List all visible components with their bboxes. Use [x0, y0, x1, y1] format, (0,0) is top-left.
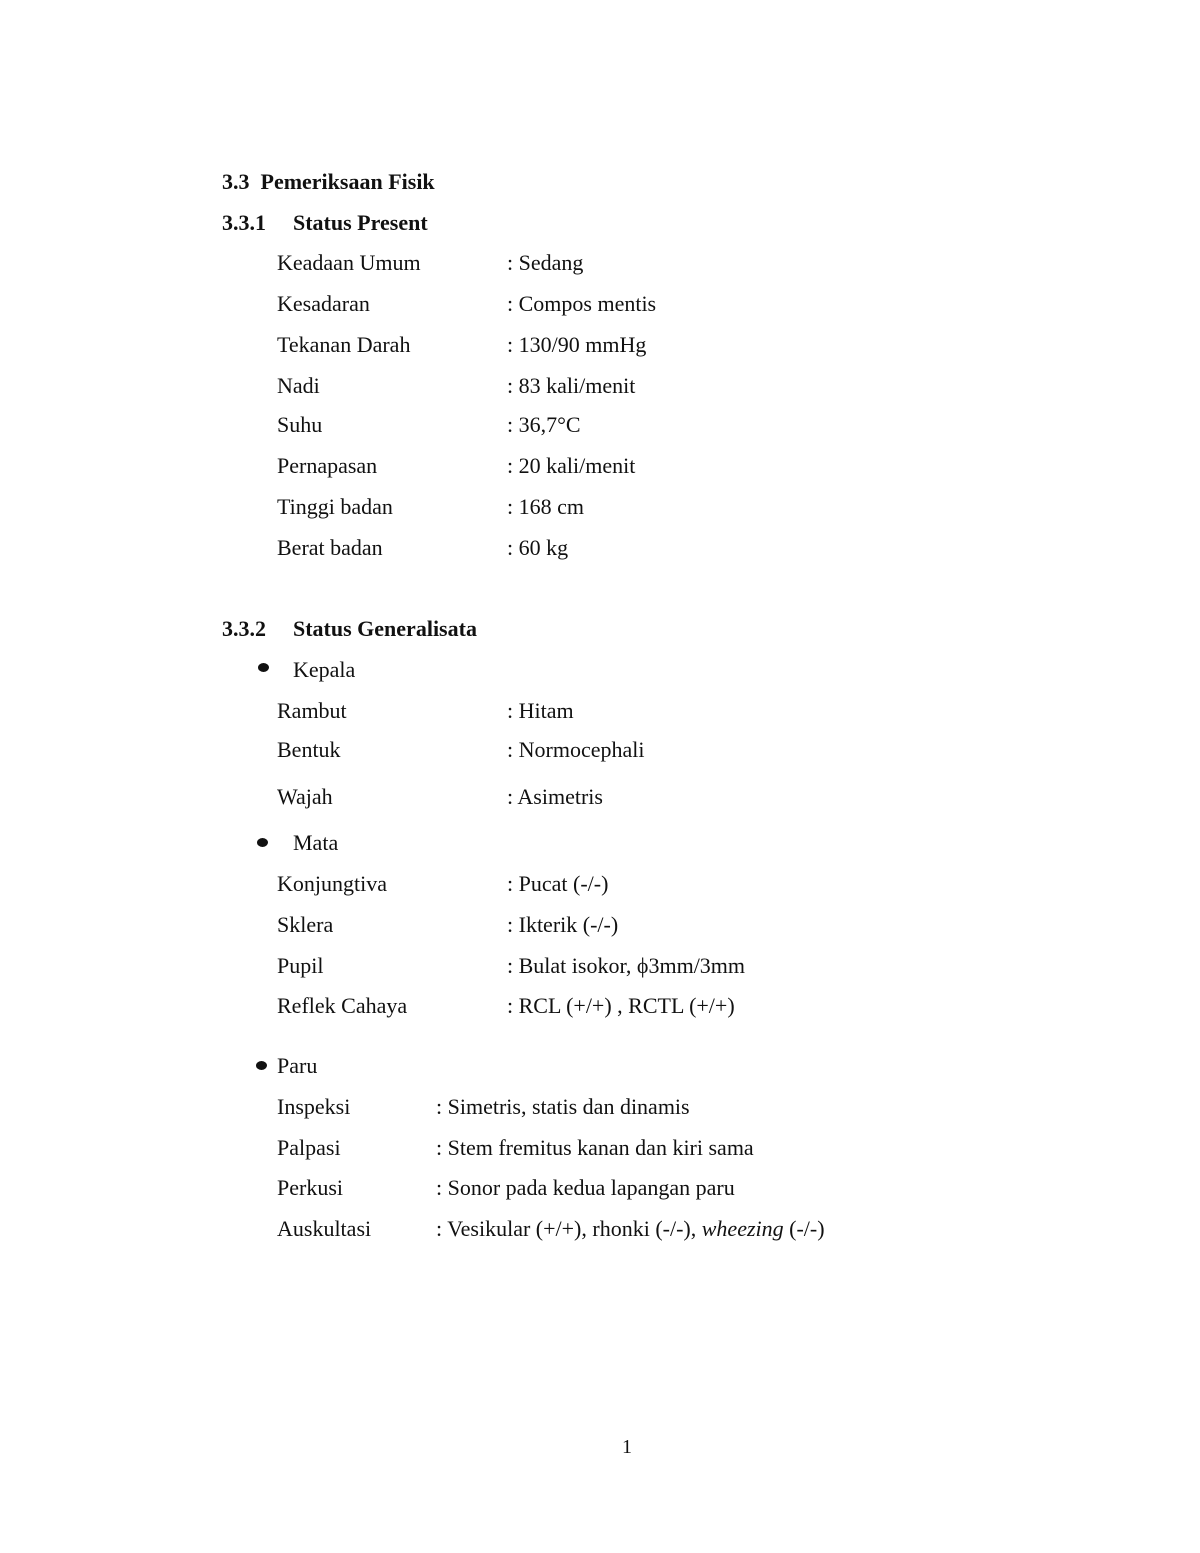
- group-title-kepala: Kepala: [293, 657, 356, 682]
- page-number: 1: [622, 1436, 632, 1458]
- group-title-paru: Paru: [277, 1053, 318, 1078]
- row-value-wajah: : Asimetris: [507, 784, 603, 809]
- row-label-inspeksi: Inspeksi: [277, 1094, 351, 1119]
- row-value-tekanan-darah: : 130/90 mmHg: [507, 332, 647, 357]
- auskultasi-value-italic: wheezing: [701, 1216, 784, 1241]
- row-label-palpasi: Palpasi: [277, 1135, 341, 1160]
- bullet-icon: [257, 838, 268, 847]
- row-label-kesadaran: Kesadaran: [277, 291, 370, 316]
- subsection-title-status-generalisata: Status Generalisata: [293, 616, 477, 641]
- row-value-nadi: : 83 kali/menit: [507, 373, 636, 398]
- row-value-palpasi: : Stem fremitus kanan dan kiri sama: [436, 1135, 754, 1160]
- row-label-nadi: Nadi: [277, 373, 320, 398]
- row-label-reflek-cahaya: Reflek Cahaya: [277, 993, 408, 1018]
- row-label-pernapasan: Pernapasan: [277, 453, 378, 478]
- auskultasi-value-pre: : Vesikular (+/+), rhonki (-/-),: [436, 1216, 702, 1241]
- row-label-tinggi-badan: Tinggi badan: [277, 494, 393, 519]
- subsection-title-status-present: Status Present: [293, 210, 428, 235]
- group-title-mata: Mata: [293, 830, 339, 855]
- subsection-number-status-present: 3.3.1: [222, 210, 266, 235]
- row-label-pupil: Pupil: [277, 953, 324, 978]
- row-value-inspeksi: : Simetris, statis dan dinamis: [436, 1094, 690, 1119]
- row-value-bentuk: : Normocephali: [507, 737, 645, 762]
- row-value-keadaan-umum: : Sedang: [507, 250, 584, 275]
- row-label-suhu: Suhu: [277, 412, 323, 437]
- section-title: Pemeriksaan Fisik: [260, 169, 435, 194]
- row-value-suhu: : 36,7°C: [507, 412, 581, 437]
- row-label-sklera: Sklera: [277, 912, 334, 937]
- row-label-perkusi: Perkusi: [277, 1175, 343, 1200]
- section-number: 3.3: [222, 169, 250, 194]
- row-label-rambut: Rambut: [277, 698, 347, 723]
- row-label-bentuk: Bentuk: [277, 737, 341, 762]
- row-label-tekanan-darah: Tekanan Darah: [277, 332, 411, 357]
- row-value-sklera: : Ikterik (-/-): [507, 912, 619, 937]
- row-label-wajah: Wajah: [277, 784, 333, 809]
- row-label-auskultasi: Auskultasi: [277, 1216, 372, 1241]
- subsection-number-status-generalisata: 3.3.2: [222, 616, 266, 641]
- row-value-reflek-cahaya: : RCL (+/+) , RCTL (+/+): [507, 993, 735, 1018]
- bullet-icon: [258, 663, 269, 672]
- row-value-perkusi: : Sonor pada kedua lapangan paru: [436, 1175, 735, 1200]
- row-label-keadaan-umum: Keadaan Umum: [277, 250, 421, 275]
- row-value-tinggi-badan: : 168 cm: [507, 494, 584, 519]
- row-label-berat-badan: Berat badan: [277, 535, 383, 560]
- row-value-kesadaran: : Compos mentis: [507, 291, 657, 316]
- row-value-konjungtiva: : Pucat (-/-): [507, 871, 609, 896]
- bullet-icon: [256, 1061, 267, 1070]
- row-value-auskultasi: [436, 1218, 825, 1240]
- row-value-pupil: : Bulat isokor, ϕ3mm/3mm: [507, 953, 746, 978]
- section-heading: [222, 171, 435, 193]
- auskultasi-value-post: (-/-): [783, 1216, 825, 1241]
- row-value-pernapasan: : 20 kali/menit: [507, 453, 636, 478]
- row-label-konjungtiva: Konjungtiva: [277, 871, 387, 896]
- row-value-rambut: : Hitam: [507, 698, 574, 723]
- row-value-berat-badan: : 60 kg: [507, 535, 569, 560]
